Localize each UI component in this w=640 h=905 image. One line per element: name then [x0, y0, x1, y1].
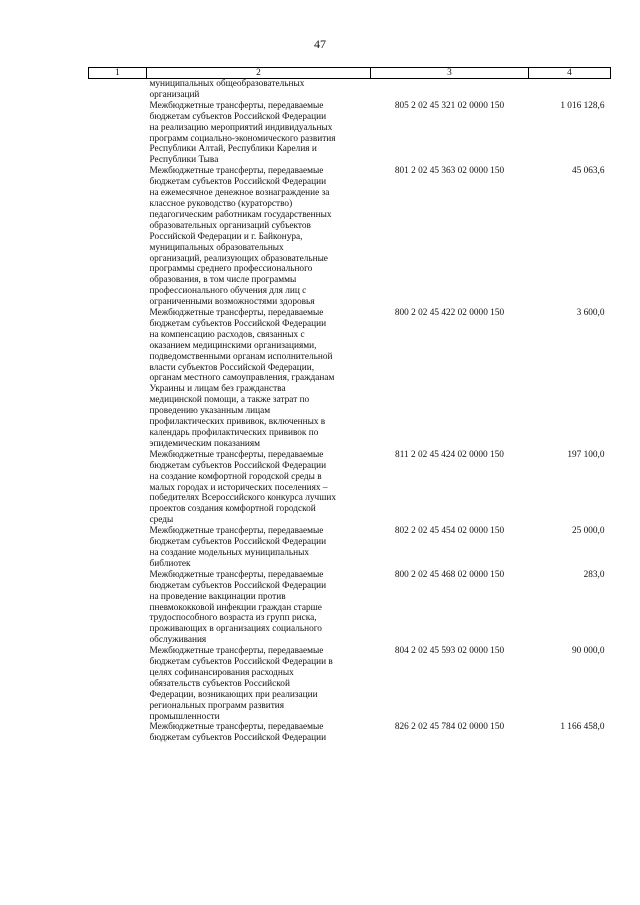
row-amount: 1 016 128,6	[560, 100, 605, 111]
column-header-1: 1	[89, 68, 147, 79]
row-amount: 3 600,0	[576, 308, 605, 319]
row-budget-code: 826 2 02 45 784 02 0000 150	[394, 722, 505, 733]
table-row	[89, 308, 611, 450]
row-amount: 25 000,0	[571, 526, 605, 537]
row-amount: 197 100,0	[567, 449, 605, 460]
table-row	[89, 570, 611, 646]
table-row	[89, 526, 611, 570]
row-description: Межбюджетные трансферты, передаваемые бюджетам субъектов Российской Федерации на реализацию мероприятий индивидуальных программ социально-экономического развития Республики Алтай, Республики Карелия и Республики Тыва	[149, 100, 336, 166]
row-description: Межбюджетные трансферты, передаваемые бюджетам субъектов Российской Федерации в целях софинансирования расходных обязательств субъектов Российской Федерации, возникающих при реализации региональных программ развития промышленности	[149, 646, 333, 722]
row-budget-code: 800 2 02 45 468 02 0000 150	[394, 569, 505, 580]
table-row	[89, 101, 611, 166]
row-amount: 90 000,0	[571, 646, 605, 657]
row-description: Межбюджетные трансферты, передаваемые бюджетам субъектов Российской Федерации на проведение вакцинации против пневмококковой инфекции граждан старше трудоспособного возраста из групп риска, проживающих в организациях социального обслуживания	[149, 569, 327, 646]
row-budget-code: 800 2 02 45 422 02 0000 150	[394, 308, 505, 319]
table-row	[89, 166, 611, 308]
table-row	[89, 450, 611, 526]
row-budget-code: 804 2 02 45 593 02 0000 150	[394, 646, 505, 657]
row-amount: 1 166 458,0	[560, 722, 605, 733]
row-budget-code: 805 2 02 45 321 02 0000 150	[394, 100, 505, 111]
table-row	[89, 646, 611, 722]
row-description: Межбюджетные трансферты, передаваемые бюджетам субъектов Российской Федерации на создание модельных муниципальных библиотек	[149, 526, 327, 569]
table-body	[89, 79, 611, 745]
row-amount	[529, 79, 611, 101]
column-header-2: 2	[147, 68, 371, 79]
row-budget-code: 811 2 02 45 424 02 0000 150	[395, 449, 504, 460]
row-description: Межбюджетные трансферты, передаваемые бюджетам субъектов Российской Федерации	[149, 722, 327, 744]
row-description: Межбюджетные трансферты, передаваемые бюджетам субъектов Российской Федерации на создание комфортной городской среды в малых городах и исторических поселениях – победителях Всероссийского конкурса лучших проектов создания комфортной городской среды	[149, 449, 336, 526]
header-row	[89, 68, 611, 79]
row-description: Межбюджетные трансферты, передаваемые бюджетам субъектов Российской Федерации на ежемесячное денежное вознаграждение за классное руководство (кураторство) педагогическим работникам государственных образовательных организаций субъектов Российской Федерации и г. Байконура, муниципальных образовательных организаций, реализующих образовательные программы среднего профессионального образования, в том числе программы профессионального обучения для лиц с ограниченными возможностями здоровья	[149, 166, 332, 308]
row-amount: 45 063,6	[571, 166, 605, 177]
row-amount: 283,0	[583, 569, 605, 580]
column-header-4: 4	[529, 68, 611, 79]
page-number: 47	[314, 37, 326, 51]
column-header-3: 3	[371, 68, 529, 79]
table-header	[89, 68, 611, 79]
table-row	[89, 722, 611, 744]
table-row	[89, 79, 611, 101]
row-description: Межбюджетные трансферты, передаваемые бюджетам субъектов Российской Федерации на компенсацию расходов, связанных с оказанием медицинскими организациями, подведомственными органам исполнительной власти субъектов Российской Федерации, органам местного самоуправления, гражданам Украины и лицам без гражданства медицинской помощи, а также затрат по проведению указанным лицам профилактических прививок, включенных в календарь профилактических прививок по эпидемическим показаниям	[149, 308, 335, 449]
row-budget-code: 801 2 02 45 363 02 0000 150	[394, 166, 505, 177]
row-budget-code	[371, 79, 529, 101]
row-description: муниципальных общеобразовательных организаций	[149, 79, 305, 100]
row-budget-code: 802 2 02 45 454 02 0000 150	[394, 526, 505, 537]
budget-table	[88, 67, 611, 744]
